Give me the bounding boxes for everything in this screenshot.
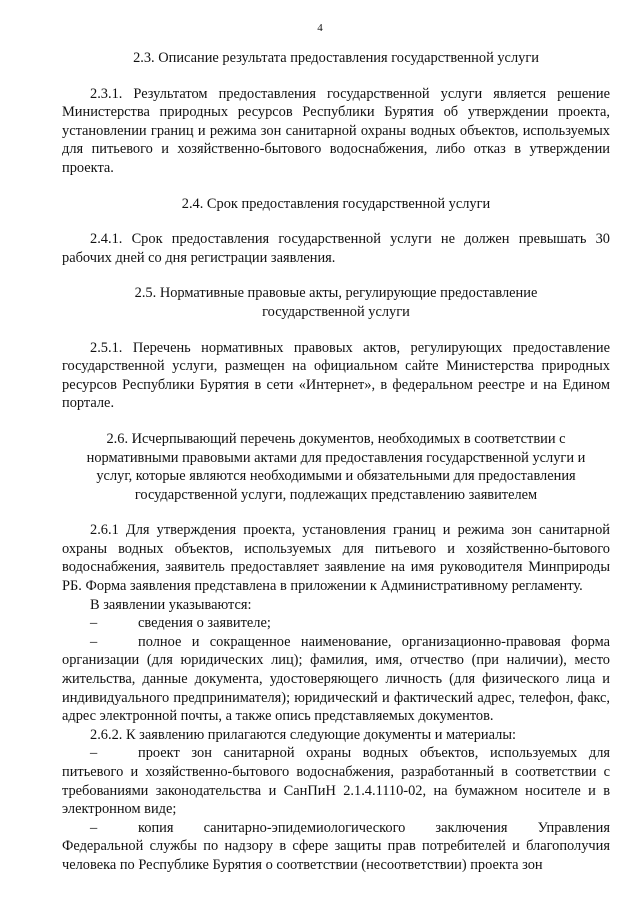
- paragraph-2-6-2: 2.6.2. К заявлению прилагаются следующие документы и материалы:: [90, 726, 516, 743]
- dash-marker: –: [90, 819, 98, 836]
- list-item: [62, 633, 610, 726]
- heading-2-4: 2.4. Срок предоставления государственной услуги: [181, 195, 491, 212]
- paragraph-2-4-1: 2.4.1. Срок предоставления государственной услуги не должен превышать 30 рабочих дней со дня регистрации заявления.: [62, 231, 610, 266]
- paragraph-2-6-1: 2.6.1 Для утверждения проекта, установления границ и режима зон санитарной охраны водных объектов, используемых для питьевого и хозяйственно-бытового водоснабжения, заявитель предоставляет заявление на имя руководителя Минприроды РБ. Форма заявления представлена в приложении к Административному регламенту.: [62, 522, 610, 595]
- list-item-text: полное и сокращенное наименование, организационно-правовая форма организации (для юридических лиц); фамилия, имя, отчество (при наличии), место жительства, данные документа, удостоверяющего личность (для физического лица и индивидуального предпринимателя); юридический и фактический адрес, телефон, факс, адрес электронной почты, а также опись представляемых документов.: [62, 633, 610, 725]
- page-number: 4: [317, 22, 323, 34]
- list-intro: В заявлении указываются:: [90, 596, 252, 613]
- list-item-text: копия санитарно-эпидемиологического заключения Управления Федеральной службы по надзору в сфере защиты прав потребителей и благополучия человека по Республике Бурятия о соответствии (несоответствии) проекта зон: [62, 819, 610, 873]
- heading-2-6: 2.6. Исчерпывающий перечень документов, необходимых в соответствии с нормативными правовыми актами для предоставления государственной услуги и услуг, которые являются необходимыми и обязательными для предоставления государственной услуги, подлежащих представлению заявителем: [86, 430, 586, 503]
- dash-marker: –: [90, 615, 98, 632]
- heading-2-3: 2.3. Описание результата предоставления государственной услуги: [133, 50, 539, 66]
- list-item: [62, 744, 610, 818]
- list-item: [62, 614, 610, 633]
- heading-2-5: 2.5. Нормативные правовые акты, регулирующие предоставление государственной услуги: [134, 285, 538, 320]
- list-item-text: сведения о заявителе;: [138, 615, 271, 632]
- paragraph-2-3-1: 2.3.1. Результатом предоставления государственной услуги является решение Министерства природных ресурсов Республики Бурятия об утверждении проекта, установлении границ и режима зон санитарной охраны водных объектов, используемых для питьевого и хозяйственно-бытового водоснабжения, либо отказ в утверждении проекта.: [62, 85, 610, 176]
- document-body: [62, 49, 610, 875]
- dash-marker: –: [90, 633, 98, 650]
- dash-marker: –: [90, 745, 98, 762]
- list-item: [62, 819, 610, 875]
- list-item-text: проект зон санитарной охраны водных объектов, используемых для питьевого и хозяйственно-бытового водоснабжения, разработанный в соответствии с требованиями законодательства и СанПиН 2.1.4.1110-02, на бумажном носителе и в электронном виде;: [62, 745, 610, 818]
- paragraph-2-5-1: 2.5.1. Перечень нормативных правовых актов, регулирующих предоставление государственной услуги, размещен на официальном сайте Министерства природных ресурсов Республики Бурятия в сети «Интернет», в федеральном реестре и на Едином портале.: [62, 339, 610, 412]
